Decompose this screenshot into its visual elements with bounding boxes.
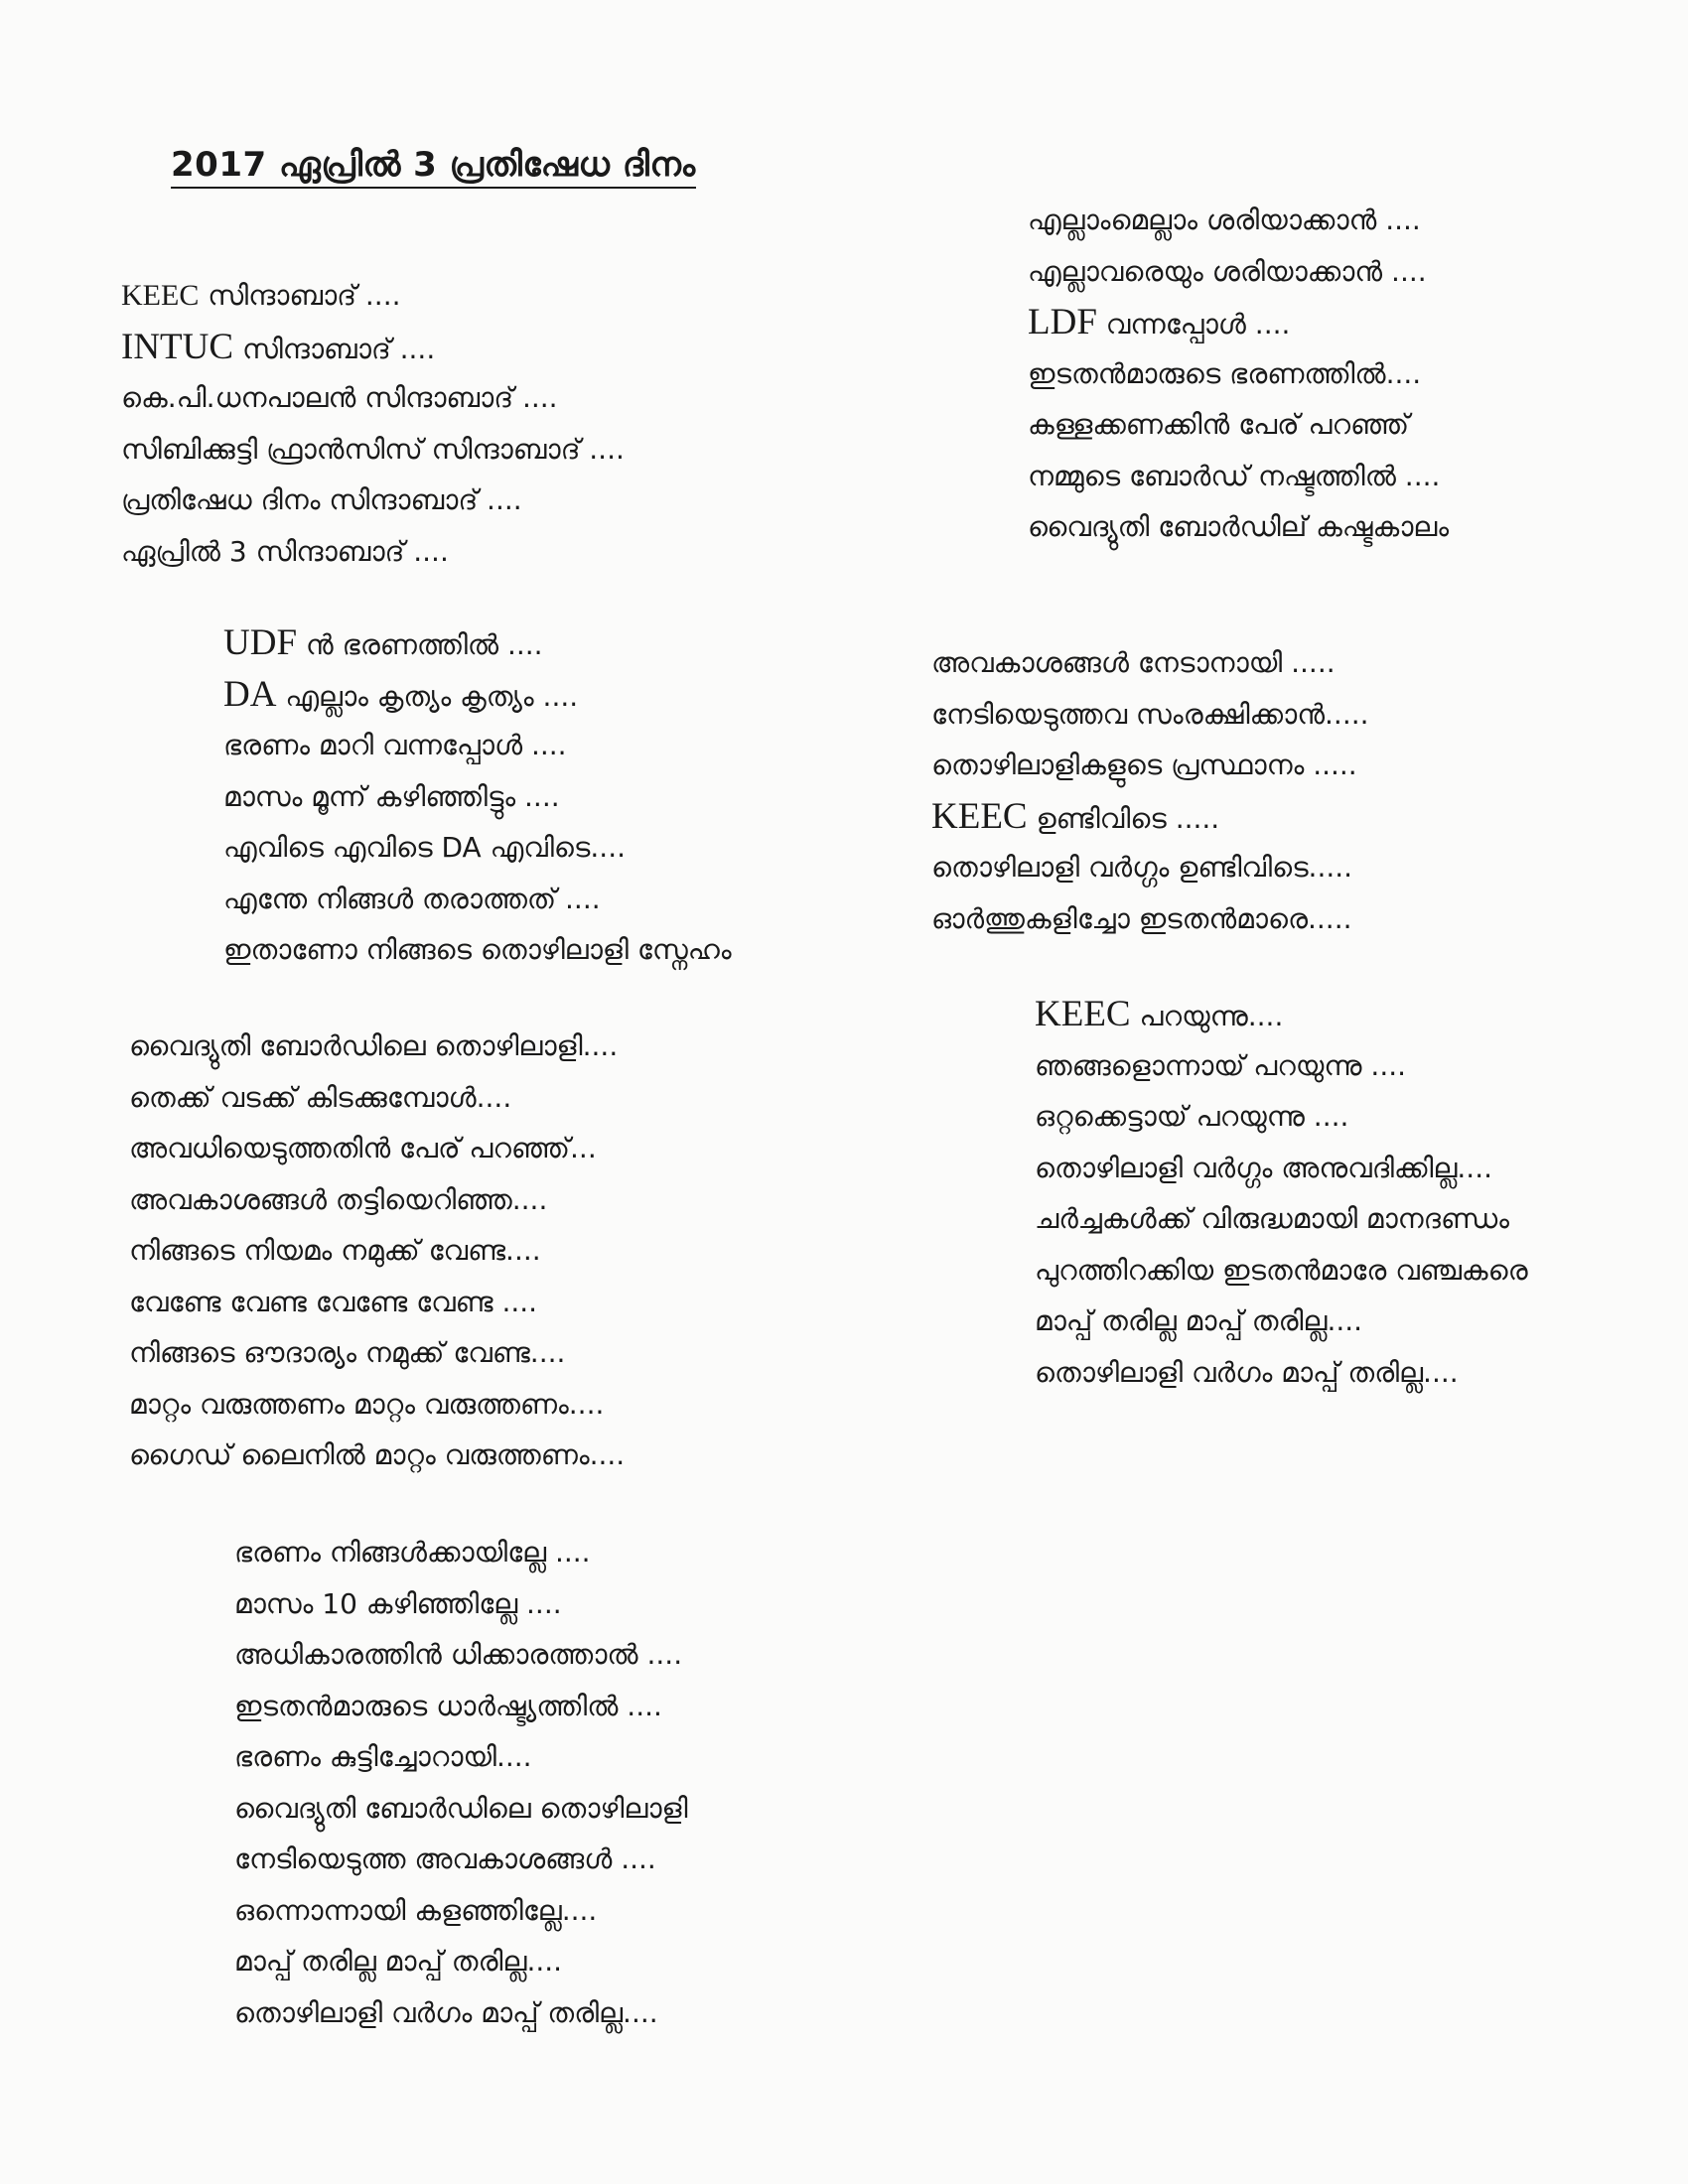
- verse-line: DA എല്ലാം കൃത്യം കൃത്യം ....: [223, 673, 579, 715]
- verse-line: മാസം 10 കഴിഞ്ഞില്ലേ ....: [234, 1586, 562, 1620]
- verse-line: മാപ്പ് തരില്ല മാപ്പ് തരില്ല....: [234, 1945, 563, 1978]
- verse-line: കെ.പി.ധനപാലൻ സിന്ദാബാദ് ....: [121, 381, 558, 414]
- verse-line: എന്തേ നിങ്ങൾ തരാത്തത് ....: [223, 882, 601, 915]
- verse-line: നേടിയെടുത്തവ സംരക്ഷിക്കാൻ.....: [931, 697, 1369, 731]
- verse-line: ഭരണം നിങ്ങൾക്കായില്ലേ ....: [234, 1536, 591, 1569]
- verse-line: പുറത്തിറക്കിയ ഇടതൻമാരേ വഞ്ചകരെ: [1035, 1253, 1528, 1287]
- verse-line: എല്ലാംമെല്ലാം ശരിയാക്കാൻ ....: [1028, 204, 1421, 236]
- verse-line: നിങ്ങടെ ഔദാര്യം നമുക്ക് വേണ്ട....: [129, 1336, 566, 1369]
- verse-line: KEEC പറയുന്നു....: [1035, 994, 1284, 1034]
- verse-line: ഇതാണോ നിങ്ങടെ തൊഴിലാളി സ്നേഹം: [223, 933, 732, 966]
- verse-line: ഏപ്രിൽ 3 സിന്ദാബാദ് ....: [121, 534, 449, 568]
- left-block-4: [234, 1527, 688, 2038]
- verse-line: കള്ളക്കണക്കിൻ പേര് പറഞ്ഞ്: [1028, 408, 1410, 441]
- verse-line: തൊഴിലാളി വർഗം മാപ്പ് തരില്ല....: [1035, 1355, 1459, 1389]
- verse-line: തെക്ക് വടക്ക് കിടക്കുമ്പോൾ....: [129, 1080, 512, 1114]
- left-block-2: [223, 617, 732, 976]
- right-block-1: [1028, 195, 1449, 553]
- verse-line: വേണ്ടേ വേണ്ട വേണ്ടേ വേണ്ട ....: [129, 1285, 538, 1318]
- verse-line: തൊഴിലാളി വർഗ്ഗം ഉണ്ടിവിടെ.....: [931, 851, 1353, 884]
- verse-line: ഭരണം മാറി വന്നപ്പോൾ ....: [223, 729, 567, 761]
- verse-line: ഇടതൻമാരുടെ ഭരണത്തിൽ....: [1028, 356, 1422, 390]
- verse-line: എവിടെ എവിടെ DA എവിടെ....: [223, 831, 627, 864]
- verse-line: അവകാശങ്ങൾ തട്ടിയെറിഞ്ഞ....: [129, 1182, 548, 1216]
- verse-line: വൈദ്യുതി ബോർഡിലെ തൊഴിലാളി....: [129, 1029, 619, 1062]
- right-block-2: [931, 637, 1369, 944]
- verse-line: നേടിയെടുത്ത അവകാശങ്ങൾ ....: [234, 1843, 656, 1875]
- page-title: 2017 ഏപ്രിൽ 3 പ്രതിഷേധ ദിനം: [171, 145, 696, 189]
- verse-line: നമ്മുടെ ബോർഡ് നഷ്ടത്തിൽ ....: [1028, 459, 1441, 492]
- verse-line: തൊഴിലാളി വർഗം മാപ്പ് തരില്ല....: [234, 1995, 658, 2029]
- verse-line: തൊഴിലാളികളുടെ പ്രസ്ഥാനം .....: [931, 749, 1357, 781]
- verse-line: ഞങ്ങളൊന്നായ് പറയുന്നു ....: [1035, 1048, 1407, 1082]
- verse-line: KEEC ഉണ്ടിവിടെ .....: [931, 795, 1220, 837]
- left-block-1: [121, 270, 625, 577]
- verse-line: ഓർത്തുകളിച്ചോ ഇടതൻമാരെ.....: [931, 901, 1352, 935]
- verse-line: ഗൈഡ് ലൈനിൽ മാറ്റം വരുത്തണം....: [129, 1438, 626, 1471]
- verse-line: ചർച്ചകൾക്ക് വിരുദ്ധമായി മാനദണ്ഡം: [1035, 1202, 1509, 1235]
- right-block-3: [1035, 989, 1528, 1398]
- verse-line: പ്രതിഷേധ ദിനം സിന്ദാബാദ് ....: [121, 483, 522, 516]
- verse-line: ഇടതൻമാരുടെ ധാർഷ്ട്യത്തിൽ ....: [234, 1689, 662, 1722]
- verse-line: ഭരണം കുട്ടിച്ചോറായി....: [234, 1740, 532, 1773]
- verse-line: മാപ്പ് തരില്ല മാപ്പ് തരില്ല....: [1035, 1304, 1363, 1337]
- verse-line: അവധിയെടുത്തതിൻ പേര് പറഞ്ഞ്...: [129, 1132, 597, 1164]
- verse-line: UDF ൻ ഭരണത്തിൽ ....: [223, 622, 543, 663]
- verse-line: വൈദ്യുതി ബോർഡിലെ തൊഴിലാളി: [234, 1791, 688, 1825]
- verse-line: സിബിക്കുട്ടി ഫ്രാൻസിസ് സിന്ദാബാദ് ....: [121, 432, 625, 466]
- verse-line: എല്ലാവരെയും ശരിയാക്കാൻ ....: [1028, 254, 1427, 288]
- verse-line: LDF വന്നപ്പോൾ ....: [1028, 302, 1291, 342]
- verse-line: മാറ്റം വരുത്തണം മാറ്റം വരുത്തണം....: [129, 1387, 605, 1421]
- verse-line: നിങ്ങടെ നിയമം നമുക്ക് വേണ്ട....: [129, 1234, 541, 1267]
- verse-line: ഒറ്റക്കെട്ടായ് പറയുന്നു ....: [1035, 1100, 1349, 1133]
- left-block-3: [129, 1021, 625, 1481]
- verse-line: അവകാശങ്ങൾ നേടാനായി .....: [931, 646, 1336, 679]
- verse-line: മാസം മൂന്ന് കഴിഞ്ഞിട്ടും ....: [223, 779, 560, 813]
- verse-line: INTUC സിന്ദാബാദ് ....: [121, 326, 436, 367]
- verse-line: ഒന്നൊന്നായി കളഞ്ഞില്ലേ....: [234, 1893, 598, 1927]
- verse-line: KEEC സിന്ദാബാദ് ....: [121, 279, 401, 312]
- verse-line: വൈദ്യുതി ബോർഡില് കഷ്ടകാലം: [1028, 510, 1450, 543]
- verse-line: അധികാരത്തിൻ ധിക്കാരത്താൽ ....: [234, 1638, 683, 1671]
- verse-line: തൊഴിലാളി വർഗ്ഗം അനുവദിക്കില്ല....: [1035, 1151, 1492, 1184]
